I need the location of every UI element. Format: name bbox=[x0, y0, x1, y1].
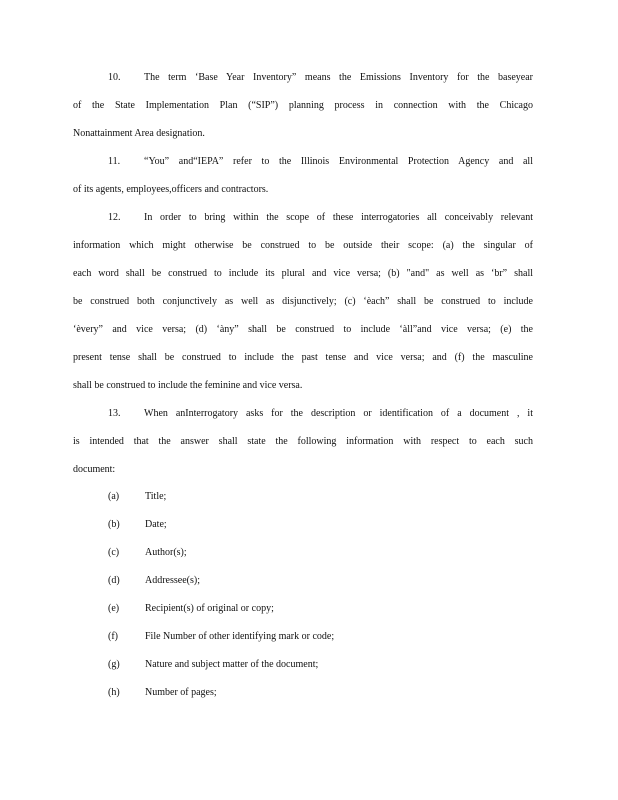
paragraph-10-line: of the State Implementation Plan (“SIP”) planning process in connection with the Chicago bbox=[73, 100, 533, 111]
paragraph-11-line: of its agents, employees,officers and contractors. bbox=[73, 184, 269, 195]
paragraph-text: When anInterrogatory asks for the description or identification of a document , it bbox=[144, 408, 533, 419]
list-item bbox=[108, 518, 167, 532]
list-item bbox=[108, 686, 217, 700]
list-item bbox=[108, 574, 200, 588]
list-item-text: Nature and subject matter of the document; bbox=[145, 659, 319, 670]
paragraph-number: 10. bbox=[108, 72, 121, 83]
list-item-text: Title; bbox=[145, 491, 167, 502]
paragraph-12-line: information which might otherwise be construed to be outside their scope: (a) the singular of bbox=[73, 240, 533, 251]
list-item-label: (g) bbox=[108, 659, 120, 670]
list-item-label: (d) bbox=[108, 575, 120, 586]
paragraph-10-line: Nonattainment Area designation. bbox=[73, 128, 205, 139]
paragraph-13-line: is intended that the answer shall state the following information with respect to each such bbox=[73, 436, 533, 447]
paragraph-10-first-line bbox=[108, 71, 533, 85]
paragraph-text: In order to bring within the scope of these interrogatories all conceivably relevant bbox=[144, 212, 533, 223]
paragraph-text: The term ‘Base Year Inventory” means the Emissions Inventory for the baseyear bbox=[144, 72, 533, 83]
paragraph-13-line: document: bbox=[73, 464, 116, 475]
paragraph-number: 12. bbox=[108, 212, 121, 223]
list-item bbox=[108, 490, 166, 504]
list-item-text: Author(s); bbox=[145, 547, 187, 558]
list-item bbox=[108, 602, 274, 616]
paragraph-12-line: each word shall be construed to include its plural and vice versa; (b) "and" as well as ‘br” shall bbox=[73, 268, 533, 279]
list-item-label: (e) bbox=[108, 603, 120, 614]
paragraph-12-line: be construed both conjunctively as well as disjunctively; (c) ‘èach” shall be construed to include bbox=[73, 296, 533, 307]
paragraph-13-first-line bbox=[108, 407, 533, 421]
paragraph-text: “You” and“IEPA” refer to the Illinois Environmental Protection Agency and all bbox=[144, 156, 533, 167]
list-item-text: Addressee(s); bbox=[145, 575, 200, 586]
list-item-text: Recipient(s) of original or copy; bbox=[145, 603, 274, 614]
paragraph-12-line: shall be construed to include the feminine and vice versa. bbox=[73, 380, 303, 391]
paragraph-12-line: present tense shall be construed to include the past tense and vice versa; and (f) the masculine bbox=[73, 352, 533, 363]
list-item bbox=[108, 630, 334, 644]
paragraph-number: 13. bbox=[108, 408, 121, 419]
list-item-label: (b) bbox=[108, 519, 120, 530]
list-item-text: File Number of other identifying mark or code; bbox=[145, 631, 335, 642]
list-item-label: (a) bbox=[108, 491, 120, 502]
list-item-text: Number of pages; bbox=[145, 687, 217, 698]
list-item-label: (h) bbox=[108, 687, 120, 698]
list-item-text: Date; bbox=[145, 519, 167, 530]
list-item-label: (c) bbox=[108, 547, 120, 558]
paragraph-12-line: ‘èvery” and vice versa; (d) ‘àny” shall be construed to include ‘àll”and vice versa; (e) the bbox=[73, 324, 533, 335]
list-item-label: (f) bbox=[108, 631, 118, 642]
paragraph-11-first-line bbox=[108, 155, 533, 169]
paragraph-number: 11. bbox=[108, 156, 121, 167]
paragraph-12-first-line bbox=[108, 211, 533, 225]
list-item bbox=[108, 658, 318, 672]
list-item bbox=[108, 546, 187, 560]
